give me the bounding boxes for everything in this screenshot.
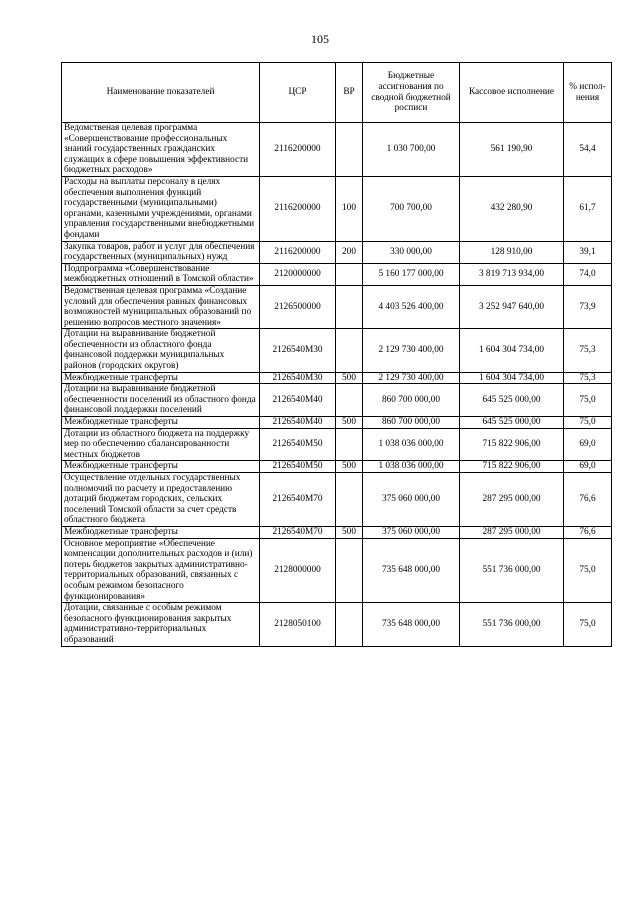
row-name: Межбюджетные трансферты — [62, 526, 260, 538]
table-row — [62, 372, 612, 384]
row-cash: 287 295 000,00 — [460, 473, 564, 527]
row-assignments: 330 000,00 — [363, 241, 460, 263]
row-csr: 2126540М50 — [260, 461, 336, 473]
table-row — [62, 241, 612, 263]
row-name: Дотации на выравнивание бюджетной обеспеченности из областного фонда финансовой поддержки муниципальных районов (городских округов) — [62, 329, 260, 372]
table-row — [62, 123, 612, 177]
table-row — [62, 538, 612, 603]
row-assignments: 700 700,00 — [363, 176, 460, 241]
row-name: Межбюджетные трансферты — [62, 417, 260, 429]
row-assignments: 1 038 036 000,00 — [363, 461, 460, 473]
row-csr: 2116200000 — [260, 123, 336, 177]
row-vr: 500 — [336, 461, 363, 473]
row-csr: 2126540М70 — [260, 526, 336, 538]
row-percent: 75,0 — [564, 384, 612, 417]
table-row — [62, 526, 612, 538]
row-assignments: 2 129 730 400,00 — [363, 329, 460, 372]
row-csr: 2128050100 — [260, 603, 336, 646]
header-cash: Кассовое исполнение — [460, 63, 564, 123]
row-percent: 76,6 — [564, 526, 612, 538]
budget-execution-table — [61, 62, 612, 647]
table-row — [62, 329, 612, 372]
row-percent: 75,3 — [564, 372, 612, 384]
row-assignments: 2 129 730 400,00 — [363, 372, 460, 384]
row-assignments: 735 648 000,00 — [363, 538, 460, 603]
row-assignments: 4 403 526 400,00 — [363, 285, 460, 328]
row-name: Дотации на выравнивание бюджетной обеспеченности поселений из областного фонда финансовой поддержки поселений — [62, 384, 260, 417]
table-row — [62, 461, 612, 473]
row-csr: 2126540М70 — [260, 473, 336, 527]
row-vr: 100 — [336, 176, 363, 241]
row-assignments: 1 038 036 000,00 — [363, 428, 460, 461]
row-percent: 39,1 — [564, 241, 612, 263]
table-row — [62, 285, 612, 328]
row-cash: 1 604 304 734,00 — [460, 372, 564, 384]
row-vr — [336, 538, 363, 603]
row-vr: 500 — [336, 526, 363, 538]
row-csr: 2120000000 — [260, 263, 336, 285]
row-csr: 2116200000 — [260, 241, 336, 263]
row-name: Межбюджетные трансферты — [62, 372, 260, 384]
row-cash: 715 822 906,00 — [460, 461, 564, 473]
table-row — [62, 176, 612, 241]
row-percent: 75,0 — [564, 603, 612, 646]
row-csr: 2126540М30 — [260, 329, 336, 372]
row-vr — [336, 329, 363, 372]
row-name: Ведомственая целевая программа «Совершенствование профессиональных знаний государственных гражданских служащих в сфере повышения эффективности бюджетных расходов» — [62, 123, 260, 177]
header-name: Наименование показателей — [62, 63, 260, 123]
table-row — [62, 603, 612, 646]
row-vr — [336, 263, 363, 285]
row-cash: 715 822 906,00 — [460, 428, 564, 461]
row-vr — [336, 473, 363, 527]
table-row — [62, 384, 612, 417]
row-name: Расходы на выплаты персоналу в целях обеспечения выполнения функций государственными (муниципальными) органами, казенными учреждениями, органами управления государственными внебюджетными фондами — [62, 176, 260, 241]
row-percent: 74,0 — [564, 263, 612, 285]
row-vr: 500 — [336, 372, 363, 384]
header-csr: ЦСР — [260, 63, 336, 123]
row-cash: 287 295 000,00 — [460, 526, 564, 538]
row-vr: 500 — [336, 417, 363, 429]
row-vr — [336, 428, 363, 461]
row-csr: 2126540М40 — [260, 384, 336, 417]
row-cash: 3 819 713 934,00 — [460, 263, 564, 285]
row-assignments: 375 060 000,00 — [363, 473, 460, 527]
row-csr: 2128000000 — [260, 538, 336, 603]
row-cash: 1 604 304 734,00 — [460, 329, 564, 372]
row-cash: 645 525 000,00 — [460, 417, 564, 429]
row-csr: 2116200000 — [260, 176, 336, 241]
row-cash: 551 736 000,00 — [460, 603, 564, 646]
row-percent: 75,0 — [564, 538, 612, 603]
row-percent: 54,4 — [564, 123, 612, 177]
page-number: 105 — [311, 32, 329, 46]
header-assignments: Бюджетные ассигнования по сводной бюджетной росписи — [363, 63, 460, 123]
row-csr: 2126500000 — [260, 285, 336, 328]
row-name: Подпрограмма «Совершенствование межбюджетных отношений в Томской области» — [62, 263, 260, 285]
row-name: Закупка товаров, работ и услуг для обеспечения государственных (муниципальных) нужд — [62, 241, 260, 263]
row-csr: 2126540М50 — [260, 428, 336, 461]
row-vr — [336, 123, 363, 177]
row-csr: 2126540М30 — [260, 372, 336, 384]
table-header-row — [62, 63, 612, 123]
row-percent: 76,6 — [564, 473, 612, 527]
row-percent: 69,0 — [564, 428, 612, 461]
table-row — [62, 473, 612, 527]
row-vr — [336, 384, 363, 417]
row-cash: 645 525 000,00 — [460, 384, 564, 417]
row-name: Осуществление отдельных государственных полномочий по расчету и предоставлению дотаций бюджетам городских, сельских поселений Томской области за счет средств областного бюджета — [62, 473, 260, 527]
row-assignments: 735 648 000,00 — [363, 603, 460, 646]
row-vr — [336, 285, 363, 328]
row-cash: 561 190,90 — [460, 123, 564, 177]
row-assignments: 375 060 000,00 — [363, 526, 460, 538]
row-name: Ведомственная целевая программа «Создание условий для обеспечения равных финансовых возможностей муниципальных образований по решению вопросов местного значения» — [62, 285, 260, 328]
row-assignments: 860 700 000,00 — [363, 417, 460, 429]
table-row — [62, 417, 612, 429]
row-cash: 551 736 000,00 — [460, 538, 564, 603]
row-vr — [336, 603, 363, 646]
row-percent: 69,0 — [564, 461, 612, 473]
row-csr: 2126540М40 — [260, 417, 336, 429]
row-name: Дотации из областного бюджета на поддержку мер по обеспечению сбалансированности местных бюджетов — [62, 428, 260, 461]
row-name: Межбюджетные трансферты — [62, 461, 260, 473]
row-cash: 432 280,90 — [460, 176, 564, 241]
header-vr: ВР — [336, 63, 363, 123]
row-name: Основное мероприятие «Обеспечение компенсации дополнительных расходов и (или) потерь бюджетов закрытых административно-территориальных образований, связанных с особым режимом безопасного функционирования» — [62, 538, 260, 603]
table-row — [62, 263, 612, 285]
row-percent: 61,7 — [564, 176, 612, 241]
row-percent: 73,9 — [564, 285, 612, 328]
table-row — [62, 428, 612, 461]
row-vr: 200 — [336, 241, 363, 263]
header-percent: % испол-нения — [564, 63, 612, 123]
row-cash: 3 252 947 640,00 — [460, 285, 564, 328]
row-percent: 75,3 — [564, 329, 612, 372]
row-name: Дотации, связанные с особым режимом безопасного функционирования закрытых административно-территориальных образований — [62, 603, 260, 646]
row-percent: 75,0 — [564, 417, 612, 429]
row-assignments: 860 700 000,00 — [363, 384, 460, 417]
row-cash: 128 910,00 — [460, 241, 564, 263]
row-assignments: 1 030 700,00 — [363, 123, 460, 177]
row-assignments: 5 160 177 000,00 — [363, 263, 460, 285]
